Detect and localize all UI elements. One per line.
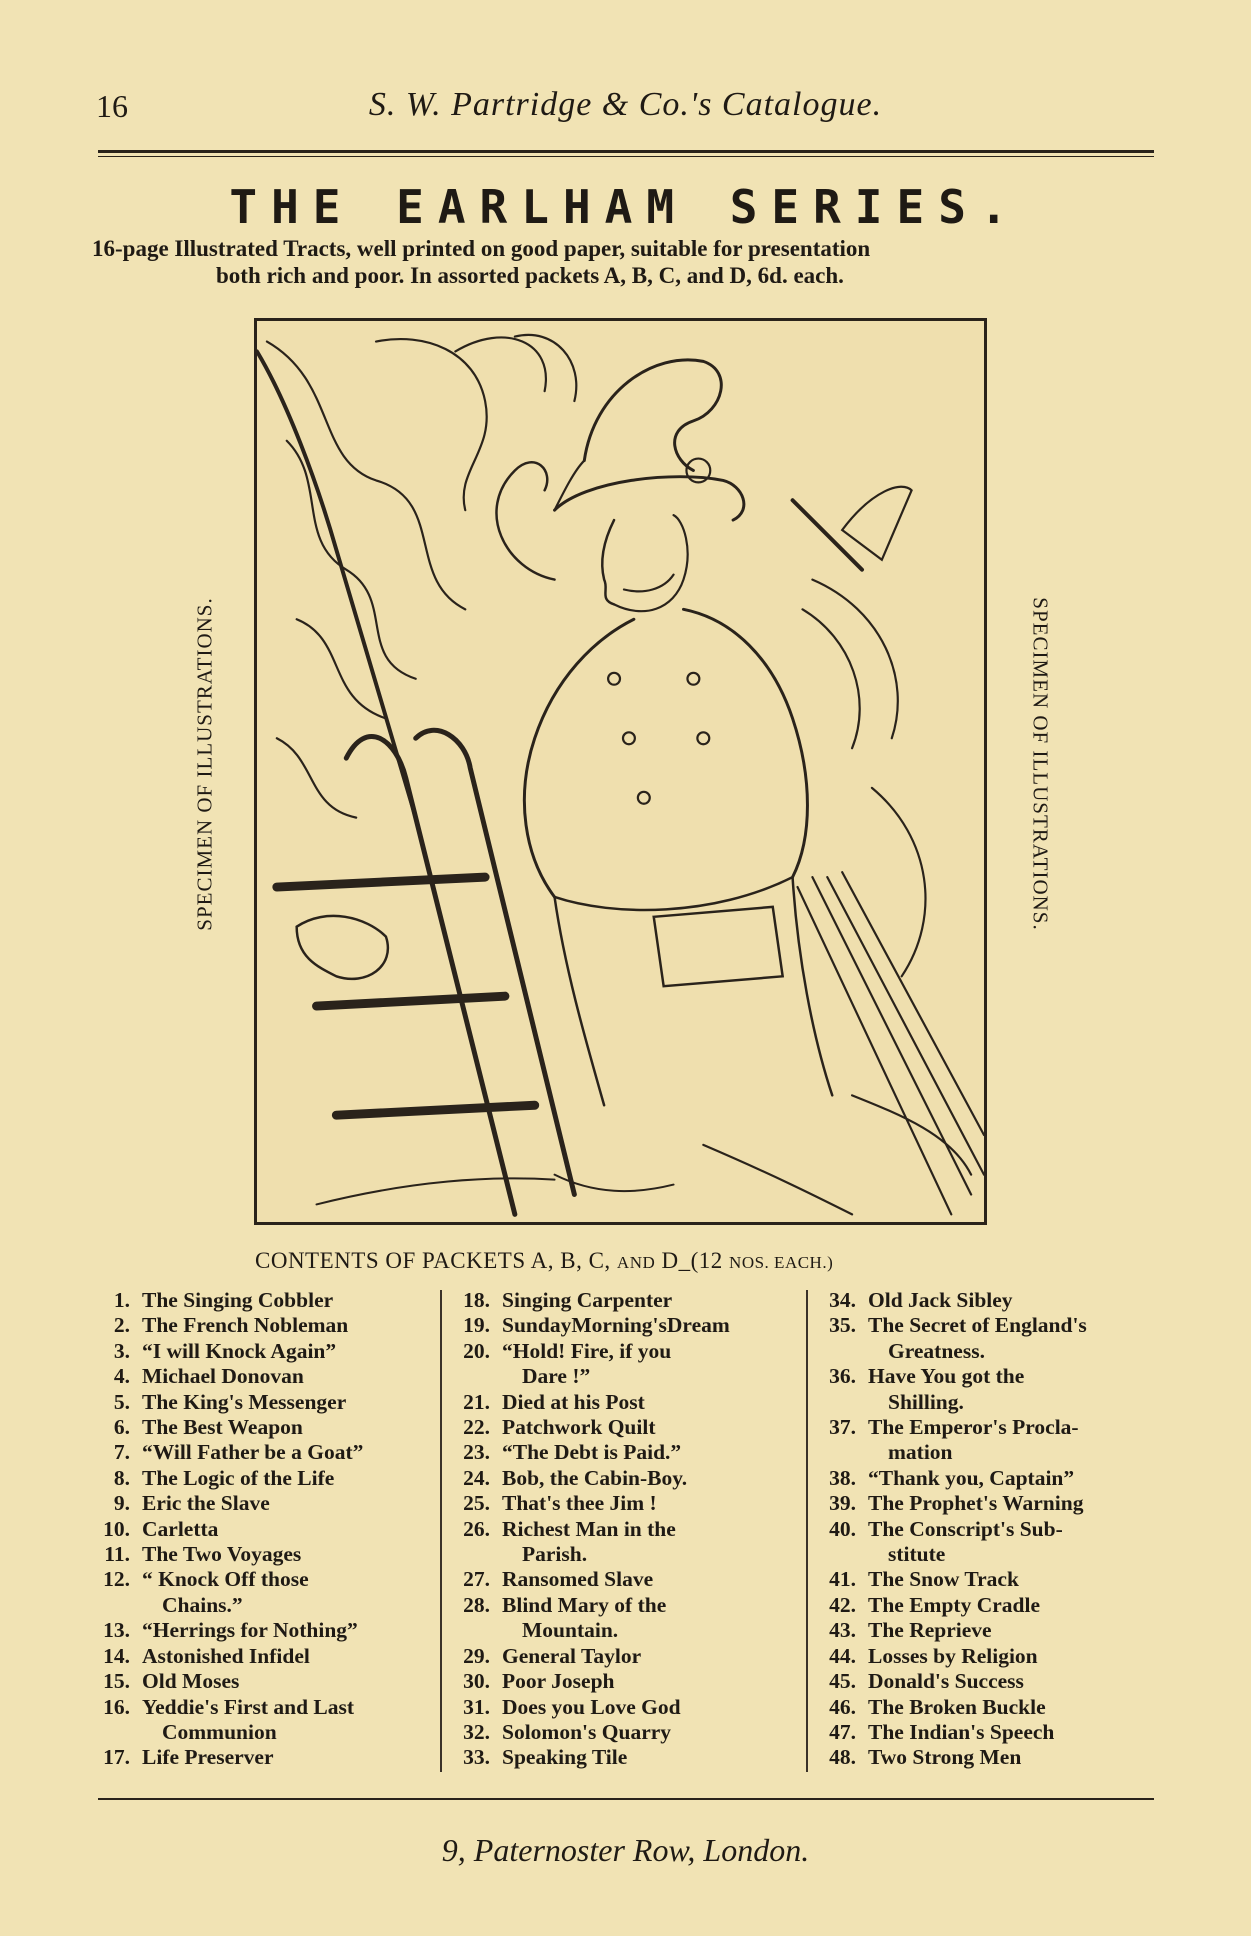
tract-number: 25.: [463, 1491, 490, 1516]
contents-column-2: [452, 1288, 792, 1771]
list-item: [92, 1644, 432, 1669]
tract-number: 4.: [113, 1364, 130, 1389]
list-item: [818, 1669, 1158, 1694]
list-item: [92, 1440, 432, 1465]
tract-number: 28.: [463, 1592, 490, 1617]
tract-title-continuation: Dare !”: [522, 1364, 591, 1389]
tract-title: The Conscript's Sub-: [868, 1516, 1063, 1541]
list-item: [818, 1567, 1158, 1592]
tract-number: 40.: [829, 1516, 856, 1541]
tract-title: The Secret of England's: [868, 1313, 1087, 1338]
tract-number: 30.: [463, 1669, 490, 1694]
list-item: [818, 1745, 1158, 1770]
tract-title: The Snow Track: [868, 1567, 1019, 1592]
tract-title: SundayMorning'sDream: [502, 1313, 730, 1338]
tract-title: Astonished Infidel: [142, 1643, 310, 1668]
column-divider: [440, 1290, 442, 1772]
header-rule-thin: [98, 156, 1154, 157]
tract-title-continuation: Greatness.: [888, 1338, 985, 1363]
contents-column-3: [818, 1288, 1158, 1771]
right-caption-text: SPECIMEN OF ILLUSTRATIONS.: [1028, 597, 1053, 931]
tract-title: That's thee Jim !: [502, 1491, 657, 1516]
tract-number: 42.: [829, 1592, 856, 1617]
list-item: [452, 1669, 792, 1694]
list-item: [92, 1313, 432, 1338]
tract-title: The Logic of the Life: [142, 1465, 335, 1490]
tract-number: 15.: [103, 1669, 130, 1694]
contents-heading-and: AND: [616, 1253, 656, 1272]
tract-number: 38.: [829, 1465, 856, 1490]
tract-number: 3.: [113, 1338, 130, 1363]
tract-number: 36.: [829, 1364, 856, 1389]
list-item: [92, 1695, 432, 1746]
tract-number: 39.: [829, 1491, 856, 1516]
tract-number: 6.: [113, 1415, 130, 1440]
tract-title-continuation: Shilling.: [888, 1389, 964, 1414]
tract-number: 31.: [463, 1694, 490, 1719]
engraving-svg: [257, 321, 984, 1222]
tract-number: 26.: [463, 1516, 490, 1541]
tract-title-continuation: Communion: [162, 1719, 277, 1744]
tract-title: Ransomed Slave: [502, 1567, 654, 1592]
tract-title: The Indian's Speech: [868, 1719, 1055, 1744]
tract-title: The Best Weapon: [142, 1415, 303, 1440]
list-item: [92, 1339, 432, 1364]
tract-title: Michael Donovan: [142, 1364, 304, 1389]
tract-number: 27.: [463, 1567, 490, 1592]
list-item: [92, 1745, 432, 1770]
contents-heading-nos: NOS. EACH.): [729, 1253, 834, 1272]
list-item: [452, 1745, 792, 1770]
list-item: [92, 1364, 432, 1389]
tract-title: Two Strong Men: [868, 1745, 1022, 1770]
series-description-line2: both rich and poor. In assorted packets A, B, C, and D, 6d. each.: [216, 263, 844, 288]
tract-title: “Will Father be a Goat”: [142, 1440, 364, 1465]
list-item: [452, 1644, 792, 1669]
tract-title: The Reprieve: [868, 1618, 992, 1643]
tract-title: “Herrings for Nothing”: [142, 1618, 358, 1643]
tract-number: 22.: [463, 1415, 490, 1440]
list-item: [818, 1466, 1158, 1491]
series-description-line1: 16-page Illustrated Tracts, well printed on good paper, suitable for presentation: [92, 236, 871, 261]
tract-number: 45.: [829, 1669, 856, 1694]
tract-title: Old Jack Sibley: [868, 1288, 1013, 1312]
tract-title: Richest Man in the: [502, 1516, 676, 1541]
list-item: [452, 1720, 792, 1745]
list-item: [818, 1288, 1158, 1313]
fireman-illustration: [254, 318, 987, 1225]
list-item: [818, 1593, 1158, 1618]
tract-number: 23.: [463, 1440, 490, 1465]
list-item: [92, 1618, 432, 1643]
tract-title-continuation: Mountain.: [522, 1618, 619, 1643]
tract-title: The King's Messenger: [142, 1389, 347, 1414]
list-item: [452, 1695, 792, 1720]
left-caption-text: SPECIMEN OF ILLUSTRATIONS.: [192, 597, 217, 931]
tract-number: 17.: [103, 1745, 130, 1770]
tract-number: 44.: [829, 1643, 856, 1668]
list-item: [818, 1415, 1158, 1466]
list-item: [452, 1313, 792, 1338]
list-item: [92, 1288, 432, 1313]
list-item: [818, 1644, 1158, 1669]
tract-number: 46.: [829, 1694, 856, 1719]
list-item: [818, 1618, 1158, 1643]
tract-title: Patchwork Quilt: [502, 1415, 656, 1440]
list-item: [452, 1567, 792, 1592]
tract-number: 48.: [829, 1745, 856, 1770]
tract-number: 2.: [113, 1313, 130, 1338]
tract-number: 20.: [463, 1338, 490, 1363]
running-head: S. W. Partridge & Co.'s Catalogue.: [368, 86, 883, 123]
tract-title: Eric the Slave: [142, 1491, 270, 1516]
tract-number: 5.: [113, 1389, 130, 1414]
tract-title: Speaking Tile: [502, 1745, 628, 1770]
list-item: [452, 1390, 792, 1415]
tract-title-continuation: stitute: [888, 1542, 946, 1567]
tract-title: The Emperor's Procla-: [868, 1415, 1079, 1440]
tract-number: 1.: [113, 1288, 130, 1312]
tract-number: 33.: [463, 1745, 490, 1770]
tract-number: 8.: [113, 1465, 130, 1490]
list-item: [92, 1466, 432, 1491]
list-item: [452, 1491, 792, 1516]
list-item: [818, 1695, 1158, 1720]
tract-title: The Empty Cradle: [868, 1592, 1040, 1617]
tract-title: General Taylor: [502, 1643, 642, 1668]
tract-title: Died at his Post: [502, 1389, 645, 1414]
series-title: THE EARLHAM SERIES.: [229, 180, 1022, 234]
contents-heading-main: CONTENTS OF PACKETS A, B, C,: [255, 1248, 611, 1273]
footer-rule: [98, 1798, 1154, 1800]
tract-number: 16.: [103, 1694, 130, 1719]
tract-title: The French Nobleman: [142, 1313, 349, 1338]
tract-number: 32.: [463, 1719, 490, 1744]
tract-title: Donald's Success: [868, 1669, 1024, 1694]
tract-title: “I will Knock Again”: [142, 1338, 337, 1363]
tract-title: The Broken Buckle: [868, 1694, 1046, 1719]
list-item: [818, 1517, 1158, 1568]
tract-title: The Singing Cobbler: [142, 1288, 334, 1312]
tract-title: Old Moses: [142, 1669, 240, 1694]
list-item: [92, 1415, 432, 1440]
tract-title: “Thank you, Captain”: [868, 1465, 1075, 1490]
tract-number: 21.: [463, 1389, 490, 1414]
tract-title: The Two Voyages: [142, 1542, 302, 1567]
tract-title: Poor Joseph: [502, 1669, 615, 1694]
tract-number: 34.: [829, 1288, 856, 1312]
tract-number: 10.: [103, 1516, 130, 1541]
tract-title: Bob, the Cabin-Boy.: [502, 1465, 688, 1490]
list-item: [92, 1491, 432, 1516]
contents-heading-d: D_(12: [661, 1248, 723, 1273]
list-item: [452, 1288, 792, 1313]
tract-number: 47.: [829, 1719, 856, 1744]
tract-title-continuation: Parish.: [522, 1542, 588, 1567]
tract-title: “The Debt is Paid.”: [502, 1440, 682, 1465]
tract-number: 18.: [463, 1288, 490, 1312]
list-item: [92, 1669, 432, 1694]
list-item: [452, 1517, 792, 1568]
tract-number: 13.: [103, 1618, 130, 1643]
list-item: [452, 1339, 792, 1390]
tract-number: 14.: [103, 1643, 130, 1668]
tract-title: “Hold! Fire, if you: [502, 1338, 672, 1363]
tract-title-continuation: mation: [888, 1440, 953, 1465]
column-divider: [806, 1290, 808, 1772]
tract-number: 43.: [829, 1618, 856, 1643]
tract-title: Singing Carpenter: [502, 1288, 673, 1312]
tract-title: Losses by Religion: [868, 1643, 1038, 1668]
page-number: 16: [96, 88, 128, 124]
header-rule: [98, 150, 1154, 153]
list-item: [818, 1364, 1158, 1415]
list-item: [452, 1415, 792, 1440]
tract-title: Carletta: [142, 1516, 219, 1541]
list-item: [92, 1517, 432, 1542]
tract-number: 41.: [829, 1567, 856, 1592]
tract-title: Yeddie's First and Last: [142, 1694, 355, 1719]
tract-number: 9.: [113, 1491, 130, 1516]
list-item: [452, 1466, 792, 1491]
list-item: [452, 1440, 792, 1465]
tract-title-continuation: Chains.”: [162, 1592, 243, 1617]
tract-title: Solomon's Quarry: [502, 1719, 672, 1744]
tract-number: 7.: [113, 1440, 130, 1465]
tract-title: “ Knock Off those: [142, 1567, 309, 1592]
tract-number: 24.: [463, 1465, 490, 1490]
tract-number: 12.: [103, 1567, 130, 1592]
tract-title: Does you Love God: [502, 1694, 681, 1719]
contents-heading: [255, 1248, 833, 1274]
list-item: [92, 1542, 432, 1567]
tract-number: 19.: [463, 1313, 490, 1338]
tract-number: 37.: [829, 1415, 856, 1440]
list-item: [818, 1491, 1158, 1516]
tract-title: Have You got the: [868, 1364, 1025, 1389]
tract-number: 29.: [463, 1643, 490, 1668]
footer-address: 9, Paternoster Row, London.: [441, 1832, 810, 1868]
list-item: [92, 1567, 432, 1618]
tract-number: 11.: [104, 1542, 130, 1567]
list-item: [92, 1390, 432, 1415]
list-item: [452, 1593, 792, 1644]
contents-column-1: [92, 1288, 432, 1771]
list-item: [818, 1313, 1158, 1364]
tract-number: 35.: [829, 1313, 856, 1338]
list-item: [818, 1720, 1158, 1745]
tract-title: Life Preserver: [142, 1745, 274, 1770]
tract-title: Blind Mary of the: [502, 1592, 667, 1617]
tract-title: The Prophet's Warning: [868, 1491, 1084, 1516]
